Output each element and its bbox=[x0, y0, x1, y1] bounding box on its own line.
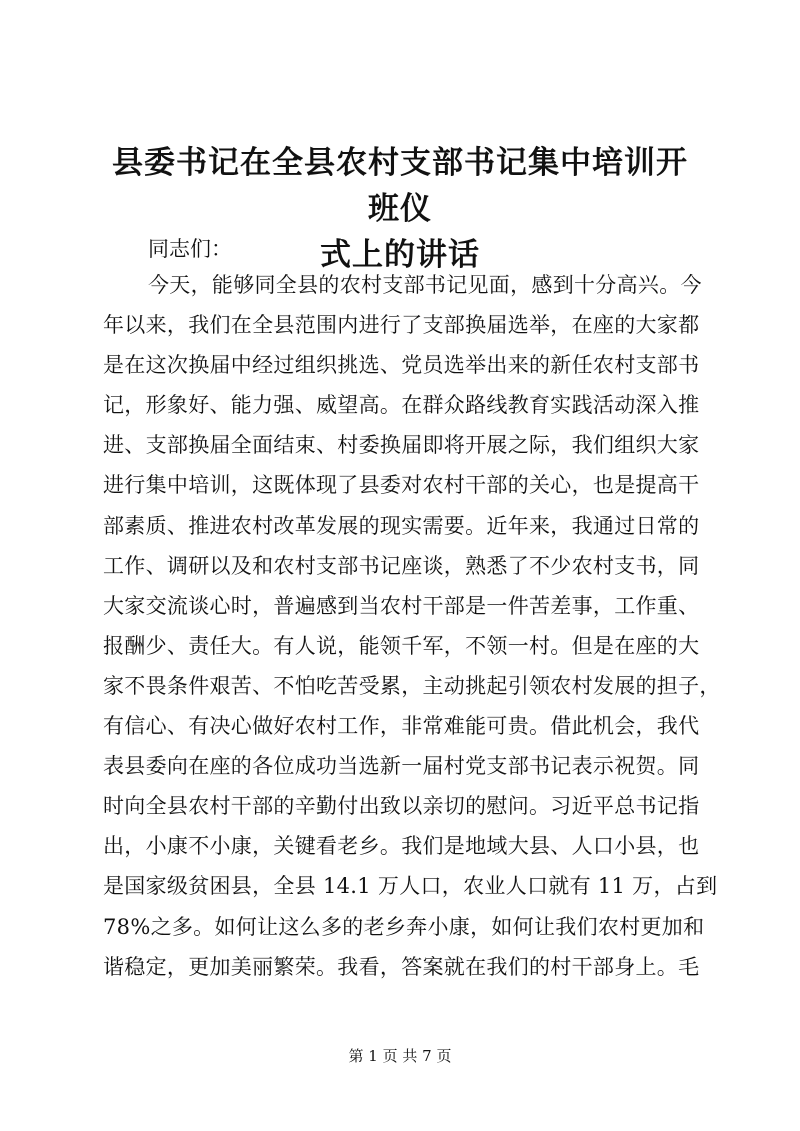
salutation: 同志们： bbox=[148, 237, 232, 261]
body-line: 大家交流谈心时，普遍感到当农村干部是一件苦差事，工作重、 bbox=[103, 593, 700, 618]
body-line: 是国家级贫困县，全县 14.1 万人口，农业人口就有 11 万，占到 bbox=[103, 874, 718, 899]
body-line: 报酬少、责任大。有人说，能领千军，不领一村。但是在座的大 bbox=[103, 633, 700, 658]
body-line: 家不畏条件艰苦、不怕吃苦受累，主动挑起引领农村发展的担子， bbox=[103, 673, 721, 698]
body-line: 时向全县农村干部的辛勤付出致以亲切的慰问。习近平总书记指 bbox=[103, 794, 700, 819]
body-line: 进行集中培训，这既体现了县委对农村干部的关心，也是提高干 bbox=[103, 473, 700, 498]
body-line: 工作、调研以及和农村支部书记座谈，熟悉了不少农村支书，同 bbox=[103, 553, 700, 578]
body-line: 今天，能够同全县的农村支部书记见面，感到十分高兴。今 bbox=[148, 273, 702, 297]
body-line: 进、支部换届全面结束、村委换届即将开展之际，我们组织大家 bbox=[103, 433, 700, 458]
body-paragraph bbox=[103, 270, 721, 992]
body-line: 是在这次换届中经过组织挑选、党员选举出来的新任农村支部书 bbox=[103, 353, 700, 378]
body-line: 记，形象好、能力强、威望高。在群众路线教育实践活动深入推 bbox=[103, 393, 700, 418]
body-line: 有信心、有决心做好农村工作，非常难能可贵。借此机会，我代 bbox=[103, 714, 700, 739]
body-line: 78%之多。如何让这么多的老乡奔小康，如何让我们农村更加和 bbox=[103, 914, 705, 939]
body-line: 年以来，我们在全县范围内进行了支部换届选举，在座的大家都 bbox=[103, 313, 700, 338]
body-line: 部素质、推进农村改革发展的现实需要。近年来，我通过日常的 bbox=[103, 513, 700, 538]
body-line: 出，小康不小康，关键看老乡。我们是地域大县、人口小县，也 bbox=[103, 834, 700, 859]
body-line: 谐稳定，更加美丽繁荣。我看，答案就在我们的村干部身上。毛 bbox=[103, 954, 700, 979]
body-line: 表县委向在座的各位成功当选新一届村党支部书记表示祝贺。同 bbox=[103, 754, 700, 779]
title-line-2: 式上的讲话 bbox=[320, 237, 480, 273]
page-footer: 第 1 页 共 7 页 bbox=[348, 1047, 452, 1065]
title-line-1: 县委书记在全县农村支部书记集中培训开班仪 bbox=[112, 145, 688, 227]
